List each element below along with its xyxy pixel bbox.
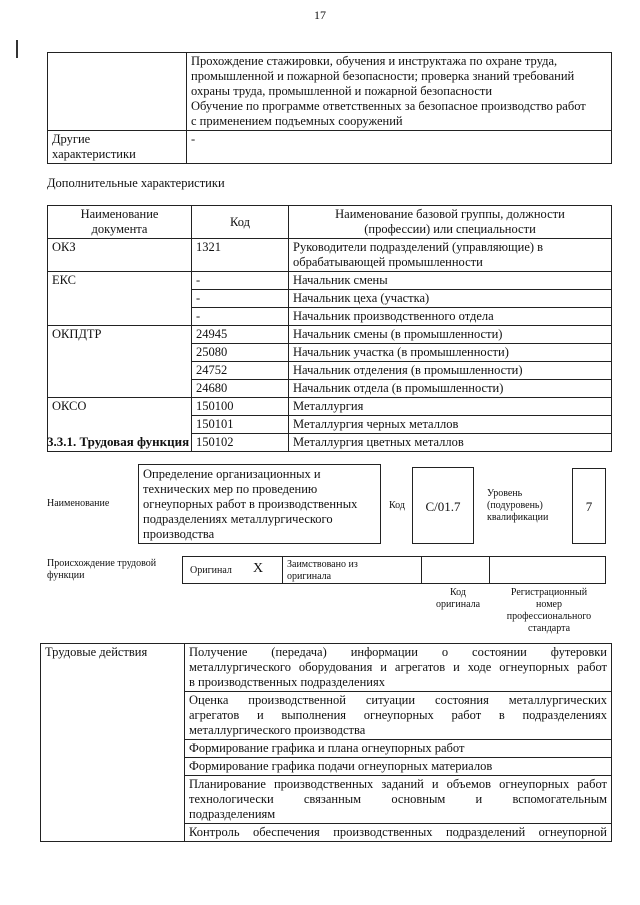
margin-mark xyxy=(16,40,18,58)
top-table-row1-text: Прохождение стажировки, обучения и инструктажа по охране труда, промышленной и пожарной безопасности; проверка знаний требований охраны труда, промышленной и пожарной безопасности Обучение по программе ответственных за безопасное производство работ с применением подъемных сооружений xyxy=(187,53,612,131)
extra-characteristics-title: Дополнительные характеристики xyxy=(47,176,225,190)
page-number: 17 xyxy=(314,8,326,22)
divider xyxy=(421,557,422,583)
function-name-box: Определение организационных и технических мер по проведению огнеупорных работ в производственных подразделениях металлургического производства xyxy=(138,464,381,544)
name-cell: Металлургия xyxy=(289,398,612,416)
action-item: Оценка производственной ситуации состояния металлургических агрегатов и выполнения огнеупорных работ в подразделениях металлургического производства xyxy=(185,692,612,740)
name-cell: Начальник отдела (в промышленности) xyxy=(289,380,612,398)
doc-cell: ОКСО xyxy=(48,398,192,452)
divider xyxy=(489,557,490,583)
code-cell: - xyxy=(192,308,289,326)
doc-cell: ОКПДТР xyxy=(48,326,192,398)
action-item: Получение (передача) информации о состоянии футеровки металлургического оборудования и агрегатов и ходе огнеупорных работ в производственных подразделениях xyxy=(185,644,612,692)
table-row xyxy=(41,644,612,692)
level-value-box: 7 xyxy=(572,468,606,544)
name-cell: Начальник отделения (в промышленности) xyxy=(289,362,612,380)
table-row xyxy=(48,239,612,272)
divider xyxy=(282,557,283,583)
top-table-empty-cell xyxy=(48,53,187,131)
code-cell: 150101 xyxy=(192,416,289,434)
name-cell: Руководители подразделений (управляющие) в обрабатывающей промышленности xyxy=(289,239,612,272)
code-label: Код xyxy=(389,500,405,511)
name-cell: Металлургия черных металлов xyxy=(289,416,612,434)
original-label: Оригинал xyxy=(190,565,232,576)
action-item: Формирование графика подачи огнеупорных материалов xyxy=(185,758,612,776)
table-row xyxy=(48,398,612,416)
header-code: Код xyxy=(192,206,289,239)
other-characteristics-value: - xyxy=(187,131,612,164)
action-item: Формирование графика и плана огнеупорных работ xyxy=(185,740,612,758)
other-characteristics-label: Другие характеристики xyxy=(48,131,187,164)
code-cell: 24752 xyxy=(192,362,289,380)
name-cell: Начальник участка (в промышленности) xyxy=(289,344,612,362)
actions-table-wrap xyxy=(40,643,612,905)
name-cell: Металлургия цветных металлов xyxy=(289,434,612,452)
code-original-label: Код оригинала xyxy=(435,587,481,610)
section-title: 3.3.1. Трудовая функция xyxy=(47,434,190,449)
doc-cell: ЕКС xyxy=(48,272,192,326)
code-cell: 150100 xyxy=(192,398,289,416)
table-row xyxy=(48,272,612,290)
code-cell: 25080 xyxy=(192,344,289,362)
code-cell: 24945 xyxy=(192,326,289,344)
doc-cell: ОКЗ xyxy=(48,239,192,272)
action-item: Планирование производственных заданий и объемов огнеупорных работ технологически связанным основным и вспомогательным подразделениям xyxy=(185,776,612,824)
name-cell: Начальник производственного отдела xyxy=(289,308,612,326)
actions-label: Трудовые действия xyxy=(41,644,185,842)
registration-number-label: Регистрационный номер профессионального стандарта xyxy=(506,587,592,634)
extra-table xyxy=(47,205,612,452)
origin-box xyxy=(182,556,606,584)
actions-table xyxy=(40,643,612,842)
name-label: Наименование xyxy=(47,498,110,509)
origin-label: Происхождение трудовой функции xyxy=(47,558,157,581)
action-item: Контроль обеспечения производственных подразделений огнеупорной xyxy=(185,824,612,842)
top-table xyxy=(47,52,612,164)
name-cell: Начальник смены (в промышленности) xyxy=(289,326,612,344)
code-cell: 24680 xyxy=(192,380,289,398)
code-cell: 1321 xyxy=(192,239,289,272)
header-name: Наименование базовой группы, должности (профессии) или специальности xyxy=(289,206,612,239)
code-value-box: C/01.7 xyxy=(412,467,474,544)
level-label: Уровень (подуровень) квалификации xyxy=(487,488,549,523)
header-doc: Наименование документа xyxy=(48,206,192,239)
code-cell: - xyxy=(192,290,289,308)
table-row xyxy=(48,326,612,344)
name-cell: Начальник смены xyxy=(289,272,612,290)
original-mark: X xyxy=(253,561,264,576)
name-cell: Начальник цеха (участка) xyxy=(289,290,612,308)
code-cell: - xyxy=(192,272,289,290)
code-cell: 150102 xyxy=(192,434,289,452)
borrowed-label: Заимствовано из оригинала xyxy=(287,559,358,582)
